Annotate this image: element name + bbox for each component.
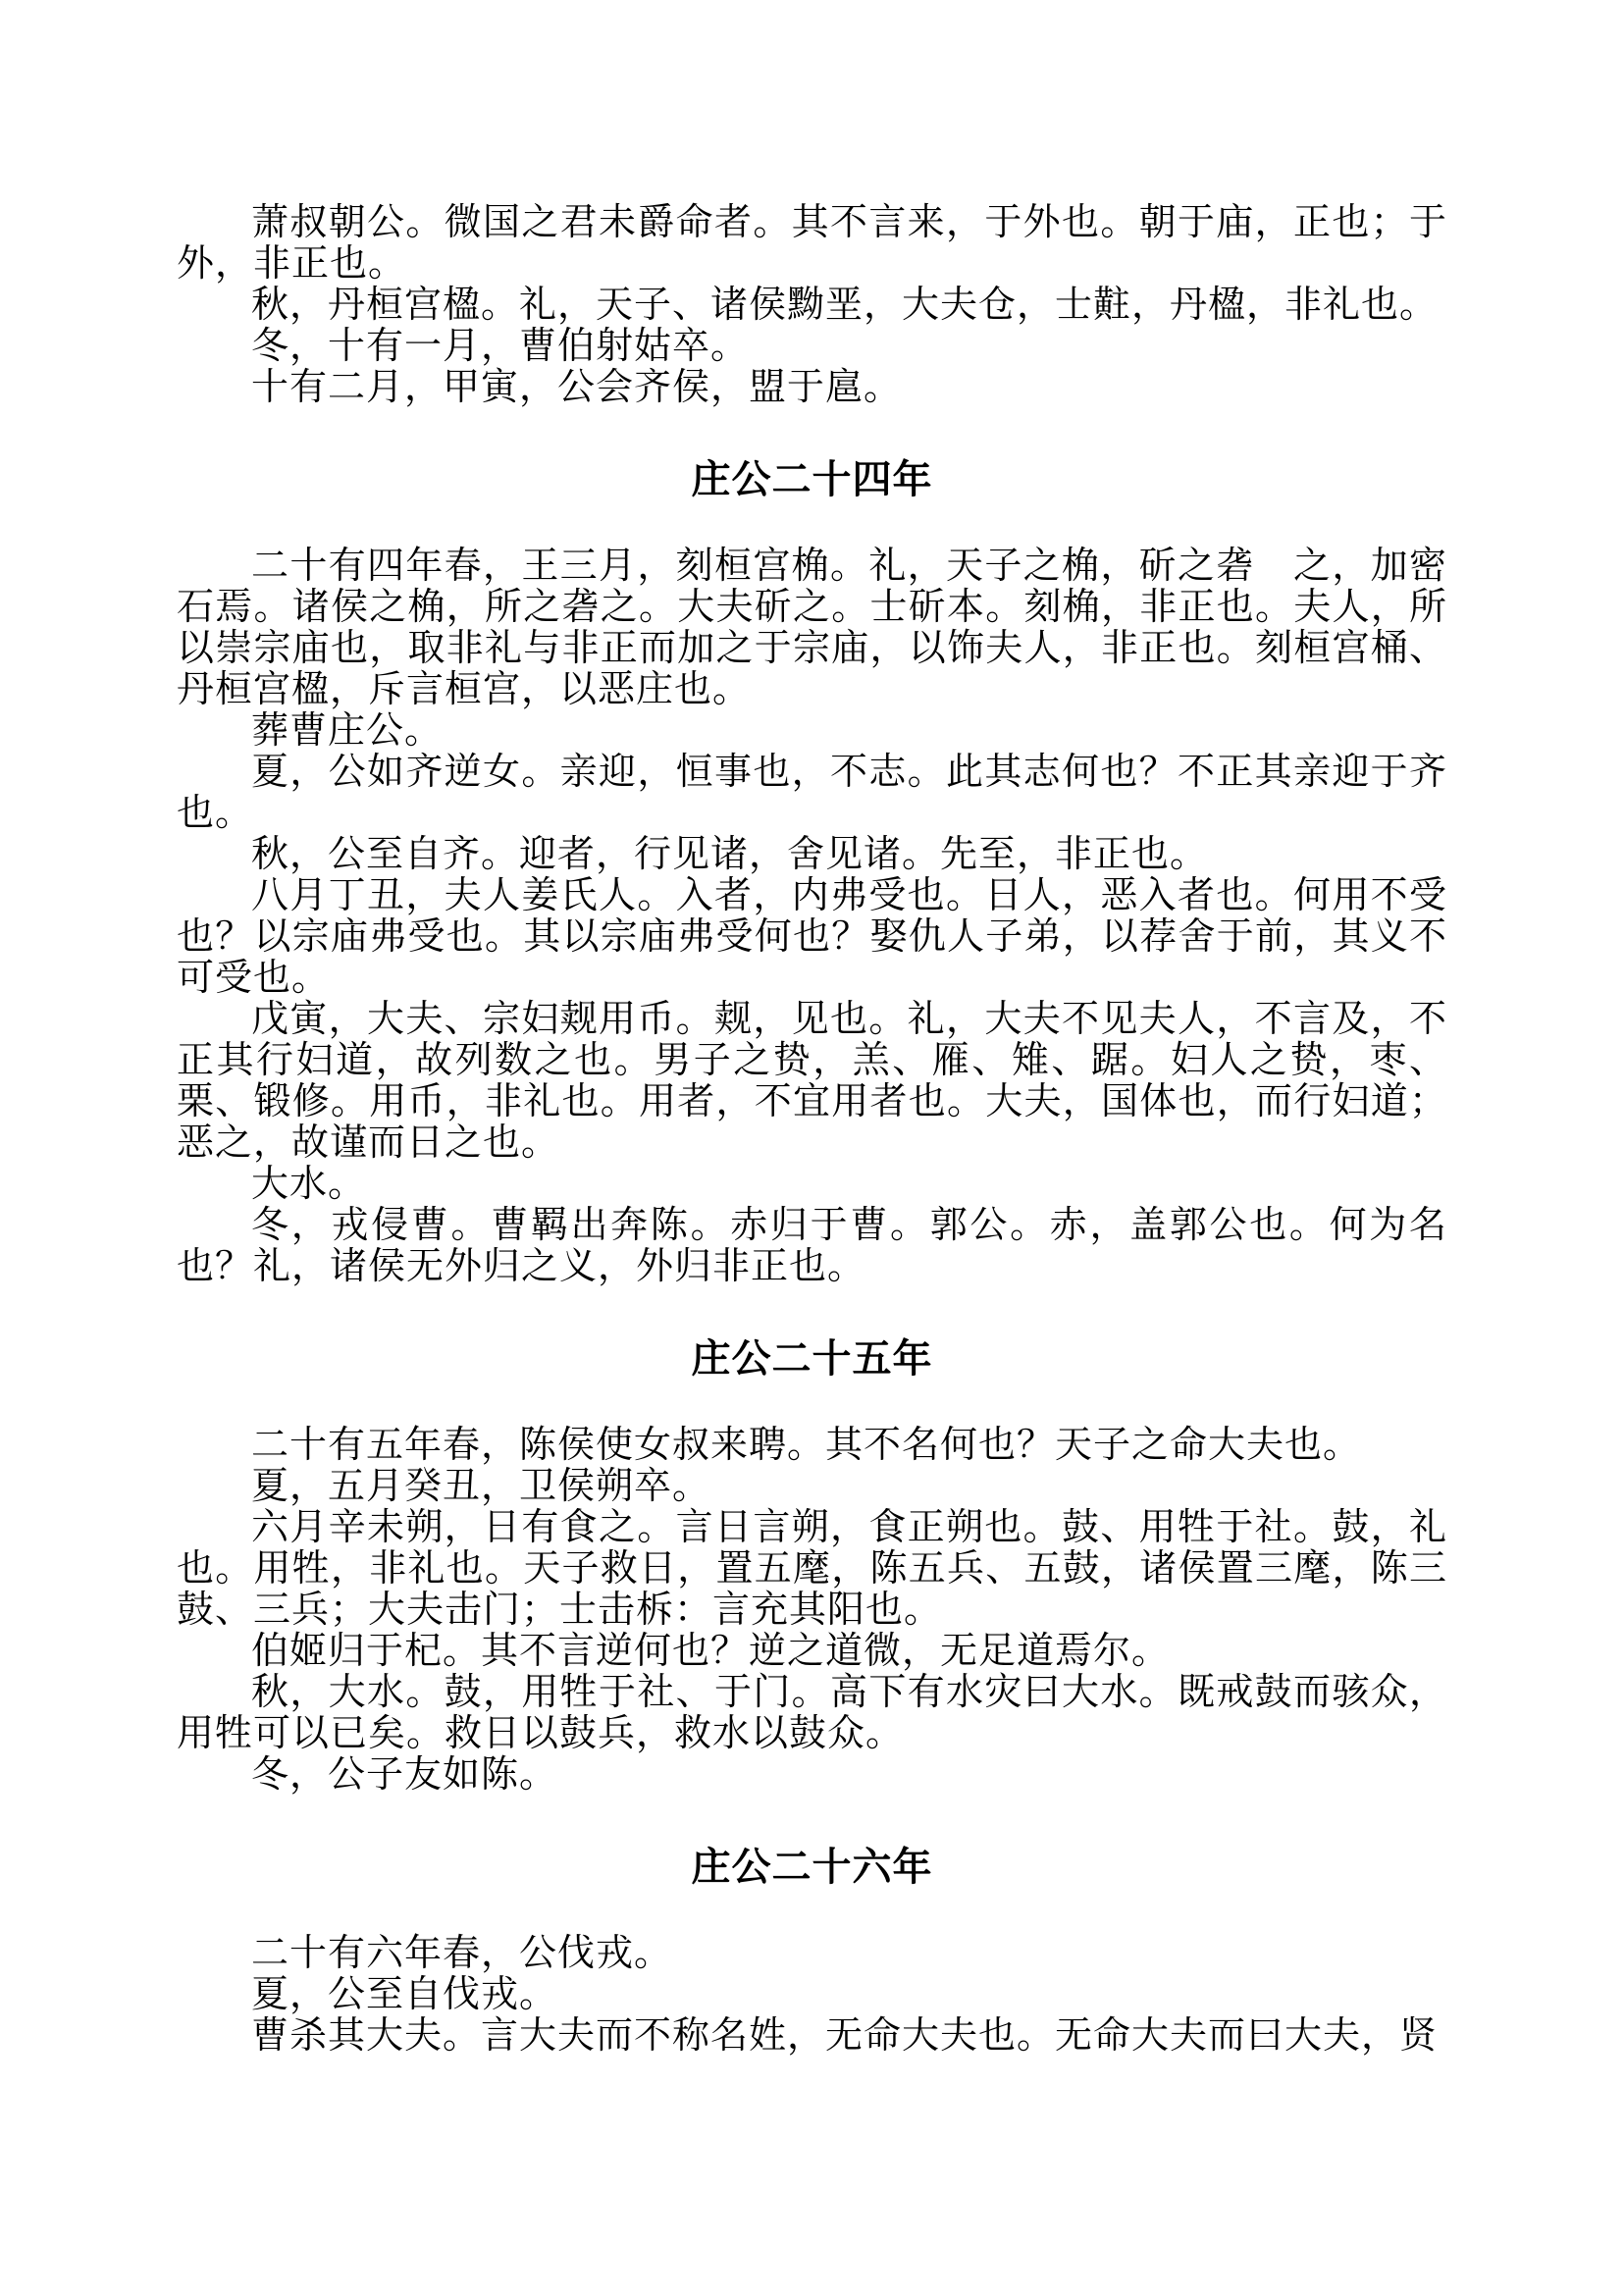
paragraph: 二十有六年春，公伐戎。	[251, 1933, 673, 1974]
paragraph: 冬，十有一月，曹伯射姑卒。	[251, 326, 750, 367]
paragraph: 夏，公至自伐戎。	[251, 1974, 558, 2015]
paragraph: 冬，戎侵曹。曹羁出奔陈。赤归于曹。郭公。赤，盖郭公也。何为名也？礼，诸侯无外归之义，外归非正也。	[177, 1205, 1447, 1287]
paragraph: 六月辛未朔，日有食之。言日言朔，食正朔也。鼓、用牲于社。鼓，礼也。用牲，非礼也。天子救日，置五麾，陈五兵、五鼓，诸侯置三麾，陈三鼓、三兵；大夫击门；士击柝：言充其阳也。	[177, 1507, 1447, 1631]
heading-zhuang-gong-25: 庄公二十五年	[691, 1337, 933, 1381]
paragraph: 十有二月，甲寅，公会齐侯，盟于扈。	[251, 367, 903, 408]
paragraph: 葬曹庄公。	[251, 710, 444, 752]
paragraph: 戊寅，大夫、宗妇觌用币。觌，见也。礼，大夫不见夫人，不言及，不正其行妇道，故列数之也。男子之贽，羔、雁、雉、踞。妇人之贽，枣、栗、锻修。用币，非礼也。用者，不宜用者也。大夫，国体也，而行妇道；恶之，故谨而日之也。	[177, 999, 1447, 1164]
paragraph: 秋，丹桓宫楹。礼，天子、诸侯黝垩，大夫仓，士黈，丹楹，非礼也。	[251, 285, 1439, 326]
paragraph: 秋，大水。鼓，用牲于社、于门。高下有水灾曰大水。既戒鼓而骇众，用牲可以已矣。救日以鼓兵，救水以鼓众。	[177, 1672, 1447, 1754]
document-body	[177, 202, 1447, 2057]
heading-zhuang-gong-26: 庄公二十六年	[691, 1846, 933, 1889]
heading-zhuang-gong-24: 庄公二十四年	[691, 458, 933, 501]
paragraph: 伯姬归于杞。其不言逆何也？逆之道微，无足道焉尔。	[251, 1631, 1171, 1672]
paragraph: 秋，公至自齐。迎者，行见诸，舍见诸。先至，非正也。	[251, 834, 1209, 875]
paragraph: 大水。	[251, 1164, 367, 1205]
paragraph: 萧叔朝公。微国之君未爵命者。其不言来，于外也。朝于庙，正也；于外，非正也。	[177, 202, 1447, 285]
paragraph: 夏，公如齐逆女。亲迎，恒事也，不志。此其志何也？不正其亲迎于齐也。	[177, 752, 1447, 834]
paragraph: 八月丁丑，夫人姜氏人。入者，内弗受也。日人，恶入者也。何用不受也？以宗庙弗受也。其以宗庙弗受何也？娶仇人子弟，以荐舍于前，其义不可受也。	[177, 875, 1447, 999]
paragraph: 冬，公子友如陈。	[251, 1754, 558, 1796]
paragraph: 曹杀其大夫。言大夫而不称名姓，无命大夫也。无命大夫而曰大夫，贤	[251, 2015, 1439, 2057]
paragraph: 二十有五年春，陈侯使女叔来聘。其不名何也？天子之命大夫也。	[251, 1425, 1362, 1466]
paragraph: 二十有四年春，王三月，刻桓宫桷。礼，天子之桷，斫之砻 之，加密石焉。诸侯之桷，所之砻之。大夫斫之。士斫本。刻桷，非正也。夫人，所以崇宗庙也，取非礼与非正而加之于宗庙，以饰夫人，非正也。刻桓宫桶、丹桓宫楹，斥言桓宫，以恶庄也。	[177, 546, 1447, 710]
paragraph: 夏，五月癸丑，卫侯朔卒。	[251, 1466, 711, 1507]
